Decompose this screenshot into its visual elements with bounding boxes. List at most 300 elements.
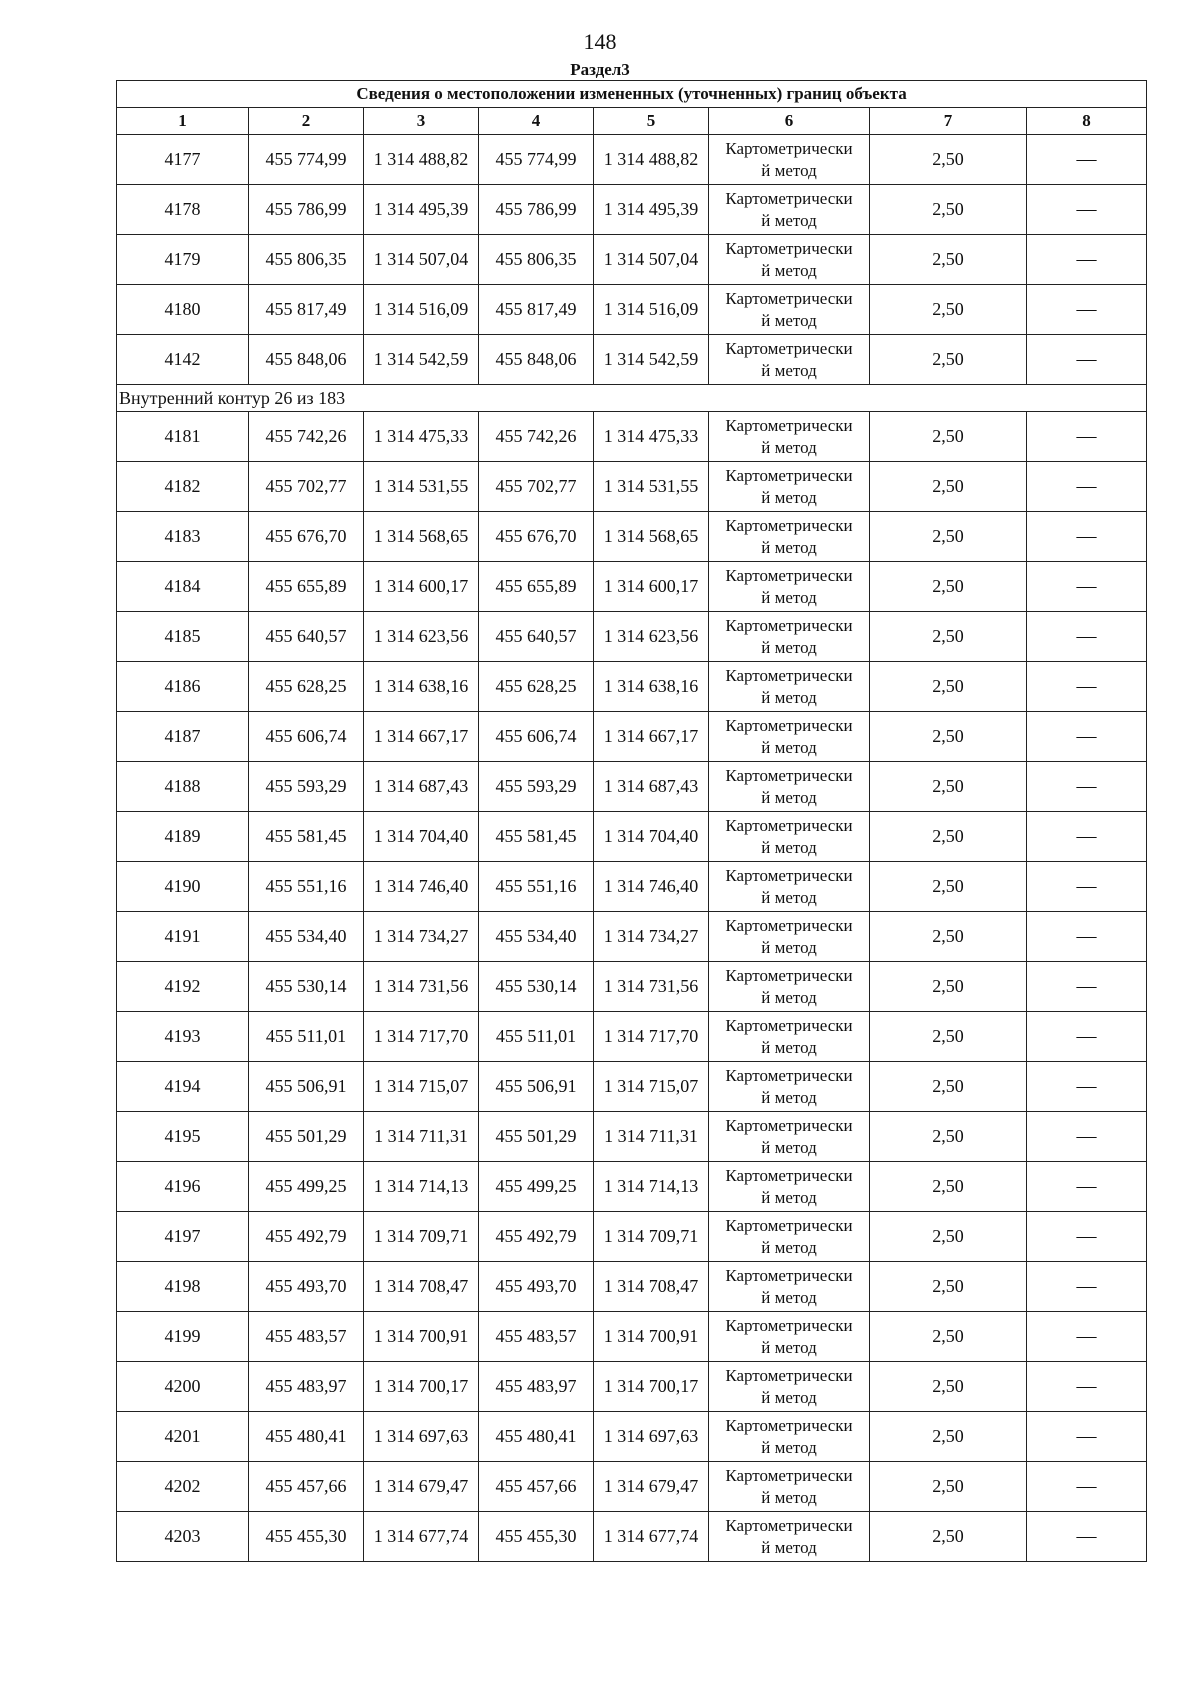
table-row bbox=[117, 712, 1147, 762]
coordinate-cell: 1 314 495,39 bbox=[364, 185, 479, 235]
coordinate-cell: 455 483,57 bbox=[249, 1312, 364, 1362]
coordinate-cell: 455 806,35 bbox=[249, 235, 364, 285]
coordinate-cell: 1 314 711,31 bbox=[594, 1112, 709, 1162]
method-text: Картометрически bbox=[725, 415, 853, 435]
coordinate-cell: 455 511,01 bbox=[479, 1012, 594, 1062]
table-row bbox=[117, 1462, 1147, 1512]
point-number-cell: 4186 bbox=[117, 662, 249, 712]
coordinate-cell: 1 314 516,09 bbox=[364, 285, 479, 335]
coordinate-cell: 455 593,29 bbox=[249, 762, 364, 812]
accuracy-cell: 2,50 bbox=[870, 762, 1027, 812]
method-text: й метод bbox=[761, 1337, 817, 1357]
coordinate-cell: 455 551,16 bbox=[479, 862, 594, 912]
coordinate-cell: 1 314 542,59 bbox=[594, 335, 709, 385]
coordinate-cell: 1 314 731,56 bbox=[364, 962, 479, 1012]
note-cell: — bbox=[1027, 135, 1147, 185]
coordinate-cell: 455 640,57 bbox=[249, 612, 364, 662]
coordinate-cell: 1 314 734,27 bbox=[594, 912, 709, 962]
coordinate-cell: 1 314 677,74 bbox=[594, 1512, 709, 1562]
coordinate-cell: 455 581,45 bbox=[249, 812, 364, 862]
method-text: й метод bbox=[761, 160, 817, 180]
method-text: Картометрически bbox=[725, 1515, 853, 1535]
accuracy-cell: 2,50 bbox=[870, 135, 1027, 185]
coordinate-cell: 1 314 709,71 bbox=[594, 1212, 709, 1262]
coordinate-cell: 1 314 568,65 bbox=[594, 512, 709, 562]
coordinate-cell: 1 314 708,47 bbox=[364, 1262, 479, 1312]
point-number-cell: 4185 bbox=[117, 612, 249, 662]
column-number-cell: 6 bbox=[709, 108, 870, 135]
accuracy-cell: 2,50 bbox=[870, 1362, 1027, 1412]
point-number-cell: 4178 bbox=[117, 185, 249, 235]
note-cell: — bbox=[1027, 462, 1147, 512]
method-text: Картометрически bbox=[725, 1365, 853, 1385]
method-text: й метод bbox=[761, 1187, 817, 1207]
method-text: Картометрически bbox=[725, 815, 853, 835]
accuracy-cell: 2,50 bbox=[870, 512, 1027, 562]
point-number-cell: 4190 bbox=[117, 862, 249, 912]
coordinate-cell: 455 455,30 bbox=[479, 1512, 594, 1562]
method-text: й метод bbox=[761, 687, 817, 707]
coordinate-cell: 1 314 717,70 bbox=[364, 1012, 479, 1062]
table-row bbox=[117, 612, 1147, 662]
method-cell bbox=[709, 1212, 870, 1262]
method-cell bbox=[709, 962, 870, 1012]
note-cell: — bbox=[1027, 512, 1147, 562]
accuracy-cell: 2,50 bbox=[870, 235, 1027, 285]
coordinate-cell: 1 314 531,55 bbox=[364, 462, 479, 512]
accuracy-cell: 2,50 bbox=[870, 412, 1027, 462]
method-cell bbox=[709, 185, 870, 235]
table-row bbox=[117, 185, 1147, 235]
coordinate-cell: 455 606,74 bbox=[479, 712, 594, 762]
table-row bbox=[117, 335, 1147, 385]
method-cell bbox=[709, 512, 870, 562]
method-cell bbox=[709, 1462, 870, 1512]
accuracy-cell: 2,50 bbox=[870, 612, 1027, 662]
point-number-cell: 4191 bbox=[117, 912, 249, 962]
coordinate-cell: 1 314 709,71 bbox=[364, 1212, 479, 1262]
note-cell: — bbox=[1027, 1412, 1147, 1462]
coordinate-cell: 455 499,25 bbox=[249, 1162, 364, 1212]
method-cell bbox=[709, 1362, 870, 1412]
note-cell: — bbox=[1027, 1512, 1147, 1562]
method-text: Картометрически bbox=[725, 1415, 853, 1435]
coordinate-cell: 1 314 700,91 bbox=[594, 1312, 709, 1362]
method-cell bbox=[709, 1062, 870, 1112]
coordinate-cell: 1 314 679,47 bbox=[594, 1462, 709, 1512]
note-cell: — bbox=[1027, 962, 1147, 1012]
accuracy-cell: 2,50 bbox=[870, 462, 1027, 512]
column-number-cell: 7 bbox=[870, 108, 1027, 135]
coordinate-cell: 455 655,89 bbox=[249, 562, 364, 612]
table-row bbox=[117, 1212, 1147, 1262]
method-text: Картометрически bbox=[725, 1065, 853, 1085]
coordinate-cell: 455 457,66 bbox=[249, 1462, 364, 1512]
coordinate-cell: 1 314 679,47 bbox=[364, 1462, 479, 1512]
table-row bbox=[117, 912, 1147, 962]
method-text: Картометрически bbox=[725, 338, 853, 358]
note-cell: — bbox=[1027, 862, 1147, 912]
coordinate-cell: 1 314 714,13 bbox=[594, 1162, 709, 1212]
method-text: й метод bbox=[761, 987, 817, 1007]
table-row bbox=[117, 1412, 1147, 1462]
coordinate-cell: 455 806,35 bbox=[479, 235, 594, 285]
contour-header-row bbox=[117, 385, 1147, 412]
coordinate-cell: 1 314 711,31 bbox=[364, 1112, 479, 1162]
coordinate-cell: 455 493,70 bbox=[479, 1262, 594, 1312]
method-cell bbox=[709, 135, 870, 185]
method-cell bbox=[709, 562, 870, 612]
point-number-cell: 4179 bbox=[117, 235, 249, 285]
coordinate-cell: 455 506,91 bbox=[249, 1062, 364, 1112]
coordinate-cell: 1 314 717,70 bbox=[594, 1012, 709, 1062]
method-text: й метод bbox=[761, 210, 817, 230]
coordinate-cell: 1 314 667,17 bbox=[594, 712, 709, 762]
coordinate-cell: 455 480,41 bbox=[249, 1412, 364, 1462]
point-number-cell: 4195 bbox=[117, 1112, 249, 1162]
method-text: й метод bbox=[761, 1087, 817, 1107]
boundary-coordinates-table bbox=[116, 80, 1147, 1562]
point-number-cell: 4142 bbox=[117, 335, 249, 385]
method-text: й метод bbox=[761, 837, 817, 857]
method-cell bbox=[709, 762, 870, 812]
column-number-cell: 2 bbox=[249, 108, 364, 135]
note-cell: — bbox=[1027, 285, 1147, 335]
coordinate-cell: 455 499,25 bbox=[479, 1162, 594, 1212]
coordinate-cell: 1 314 600,17 bbox=[594, 562, 709, 612]
method-cell bbox=[709, 1112, 870, 1162]
point-number-cell: 4181 bbox=[117, 412, 249, 462]
point-number-cell: 4187 bbox=[117, 712, 249, 762]
table-row bbox=[117, 512, 1147, 562]
coordinate-cell: 455 457,66 bbox=[479, 1462, 594, 1512]
coordinate-cell: 1 314 475,33 bbox=[594, 412, 709, 462]
table-row bbox=[117, 1312, 1147, 1362]
method-text: й метод bbox=[761, 1137, 817, 1157]
method-text: й метод bbox=[761, 360, 817, 380]
point-number-cell: 4198 bbox=[117, 1262, 249, 1312]
accuracy-cell: 2,50 bbox=[870, 1112, 1027, 1162]
method-cell bbox=[709, 862, 870, 912]
coordinate-cell: 455 817,49 bbox=[479, 285, 594, 335]
method-cell bbox=[709, 1012, 870, 1062]
coordinate-cell: 1 314 507,04 bbox=[364, 235, 479, 285]
method-cell bbox=[709, 462, 870, 512]
method-cell bbox=[709, 235, 870, 285]
note-cell: — bbox=[1027, 762, 1147, 812]
method-text: й метод bbox=[761, 1537, 817, 1557]
note-cell: — bbox=[1027, 912, 1147, 962]
coordinate-cell: 455 606,74 bbox=[249, 712, 364, 762]
method-cell bbox=[709, 1312, 870, 1362]
point-number-cell: 4189 bbox=[117, 812, 249, 862]
coordinate-cell: 1 314 746,40 bbox=[594, 862, 709, 912]
point-number-cell: 4201 bbox=[117, 1412, 249, 1462]
table-row bbox=[117, 562, 1147, 612]
accuracy-cell: 2,50 bbox=[870, 1462, 1027, 1512]
coordinate-cell: 455 511,01 bbox=[249, 1012, 364, 1062]
coordinate-cell: 455 628,25 bbox=[249, 662, 364, 712]
method-text: Картометрически bbox=[725, 665, 853, 685]
table-row bbox=[117, 662, 1147, 712]
accuracy-cell: 2,50 bbox=[870, 1062, 1027, 1112]
accuracy-cell: 2,50 bbox=[870, 712, 1027, 762]
table-row bbox=[117, 1062, 1147, 1112]
method-cell bbox=[709, 335, 870, 385]
table-row bbox=[117, 285, 1147, 335]
method-cell bbox=[709, 812, 870, 862]
method-text: й метод bbox=[761, 737, 817, 757]
coordinate-cell: 1 314 638,16 bbox=[594, 662, 709, 712]
column-number-cell: 5 bbox=[594, 108, 709, 135]
coordinate-cell: 1 314 623,56 bbox=[594, 612, 709, 662]
method-text: Картометрически bbox=[725, 1215, 853, 1235]
coordinate-cell: 1 314 708,47 bbox=[594, 1262, 709, 1312]
method-text: Картометрически bbox=[725, 1315, 853, 1335]
method-text: Картометрически bbox=[725, 1265, 853, 1285]
column-number-cell: 3 bbox=[364, 108, 479, 135]
method-text: Картометрически bbox=[725, 865, 853, 885]
coordinate-cell: 455 534,40 bbox=[479, 912, 594, 962]
coordinate-cell: 1 314 714,13 bbox=[364, 1162, 479, 1212]
column-number-cell: 4 bbox=[479, 108, 594, 135]
note-cell: — bbox=[1027, 1112, 1147, 1162]
note-cell: — bbox=[1027, 1312, 1147, 1362]
coordinate-cell: 1 314 667,17 bbox=[364, 712, 479, 762]
table-caption: Сведения о местоположении измененных (уточненных) границ объекта bbox=[117, 81, 1147, 108]
coordinate-cell: 1 314 475,33 bbox=[364, 412, 479, 462]
method-text: Картометрически bbox=[725, 765, 853, 785]
accuracy-cell: 2,50 bbox=[870, 662, 1027, 712]
coordinate-cell: 1 314 746,40 bbox=[364, 862, 479, 912]
table-row bbox=[117, 1362, 1147, 1412]
accuracy-cell: 2,50 bbox=[870, 1212, 1027, 1262]
method-text: Картометрически bbox=[725, 465, 853, 485]
point-number-cell: 4188 bbox=[117, 762, 249, 812]
method-text: й метод bbox=[761, 1487, 817, 1507]
method-text: й метод bbox=[761, 1237, 817, 1257]
method-text: й метод bbox=[761, 537, 817, 557]
table-row bbox=[117, 235, 1147, 285]
note-cell: — bbox=[1027, 1462, 1147, 1512]
note-cell: — bbox=[1027, 612, 1147, 662]
coordinate-cell: 1 314 704,40 bbox=[594, 812, 709, 862]
coordinate-cell: 1 314 542,59 bbox=[364, 335, 479, 385]
coordinate-cell: 455 676,70 bbox=[249, 512, 364, 562]
note-cell: — bbox=[1027, 1262, 1147, 1312]
method-cell bbox=[709, 612, 870, 662]
coordinate-cell: 455 483,97 bbox=[249, 1362, 364, 1412]
accuracy-cell: 2,50 bbox=[870, 1262, 1027, 1312]
coordinate-cell: 455 530,14 bbox=[249, 962, 364, 1012]
note-cell: — bbox=[1027, 662, 1147, 712]
coordinate-cell: 455 530,14 bbox=[479, 962, 594, 1012]
column-number-cell: 8 bbox=[1027, 108, 1147, 135]
coordinate-cell: 455 501,29 bbox=[479, 1112, 594, 1162]
coordinate-cell: 455 506,91 bbox=[479, 1062, 594, 1112]
point-number-cell: 4194 bbox=[117, 1062, 249, 1112]
coordinate-cell: 455 492,79 bbox=[479, 1212, 594, 1262]
method-text: й метод bbox=[761, 787, 817, 807]
method-cell bbox=[709, 1412, 870, 1462]
table-row bbox=[117, 1162, 1147, 1212]
point-number-cell: 4182 bbox=[117, 462, 249, 512]
coordinate-cell: 1 314 734,27 bbox=[364, 912, 479, 962]
method-text: й метод bbox=[761, 487, 817, 507]
coordinate-cell: 455 676,70 bbox=[479, 512, 594, 562]
coordinate-cell: 455 501,29 bbox=[249, 1112, 364, 1162]
method-cell bbox=[709, 1512, 870, 1562]
column-numbers-row bbox=[117, 108, 1147, 135]
point-number-cell: 4197 bbox=[117, 1212, 249, 1262]
page-number: 148 bbox=[583, 29, 617, 54]
table-caption-row bbox=[117, 81, 1147, 108]
method-text: й метод bbox=[761, 260, 817, 280]
note-cell: — bbox=[1027, 235, 1147, 285]
method-text: Картометрически bbox=[725, 915, 853, 935]
coordinate-cell: 455 817,49 bbox=[249, 285, 364, 335]
coordinate-cell: 455 593,29 bbox=[479, 762, 594, 812]
coordinate-cell: 455 483,97 bbox=[479, 1362, 594, 1412]
method-text: Картометрически bbox=[725, 1115, 853, 1135]
coordinate-cell: 1 314 700,91 bbox=[364, 1312, 479, 1362]
method-text: й метод bbox=[761, 637, 817, 657]
method-cell bbox=[709, 1162, 870, 1212]
point-number-cell: 4192 bbox=[117, 962, 249, 1012]
accuracy-cell: 2,50 bbox=[870, 962, 1027, 1012]
method-text: Картометрически bbox=[725, 515, 853, 535]
coordinate-cell: 455 774,99 bbox=[479, 135, 594, 185]
method-cell bbox=[709, 712, 870, 762]
table-row bbox=[117, 1012, 1147, 1062]
method-cell bbox=[709, 285, 870, 335]
table-row bbox=[117, 135, 1147, 185]
coordinate-cell: 1 314 568,65 bbox=[364, 512, 479, 562]
accuracy-cell: 2,50 bbox=[870, 812, 1027, 862]
coordinate-cell: 455 742,26 bbox=[249, 412, 364, 462]
coordinate-cell: 455 702,77 bbox=[249, 462, 364, 512]
note-cell: — bbox=[1027, 335, 1147, 385]
method-text: й метод bbox=[761, 587, 817, 607]
coordinate-cell: 455 480,41 bbox=[479, 1412, 594, 1462]
table-row bbox=[117, 1512, 1147, 1562]
method-text: Картометрически bbox=[725, 565, 853, 585]
point-number-cell: 4202 bbox=[117, 1462, 249, 1512]
accuracy-cell: 2,50 bbox=[870, 1412, 1027, 1462]
accuracy-cell: 2,50 bbox=[870, 1312, 1027, 1362]
coordinate-cell: 1 314 488,82 bbox=[594, 135, 709, 185]
coordinate-cell: 455 492,79 bbox=[249, 1212, 364, 1262]
note-cell: — bbox=[1027, 562, 1147, 612]
accuracy-cell: 2,50 bbox=[870, 912, 1027, 962]
table-row bbox=[117, 762, 1147, 812]
coordinate-cell: 455 581,45 bbox=[479, 812, 594, 862]
coordinate-cell: 1 314 700,17 bbox=[364, 1362, 479, 1412]
method-text: й метод bbox=[761, 1287, 817, 1307]
coordinate-cell: 455 534,40 bbox=[249, 912, 364, 962]
coordinate-cell: 1 314 531,55 bbox=[594, 462, 709, 512]
coordinate-cell: 1 314 704,40 bbox=[364, 812, 479, 862]
coordinate-cell: 1 314 507,04 bbox=[594, 235, 709, 285]
note-cell: — bbox=[1027, 812, 1147, 862]
method-text: Картометрически bbox=[725, 288, 853, 308]
point-number-cell: 4180 bbox=[117, 285, 249, 335]
coordinate-cell: 1 314 495,39 bbox=[594, 185, 709, 235]
coordinate-cell: 1 314 715,07 bbox=[594, 1062, 709, 1112]
coordinate-cell: 1 314 700,17 bbox=[594, 1362, 709, 1412]
accuracy-cell: 2,50 bbox=[870, 562, 1027, 612]
method-text: й метод bbox=[761, 1037, 817, 1057]
method-cell bbox=[709, 412, 870, 462]
note-cell: — bbox=[1027, 1162, 1147, 1212]
coordinate-cell: 455 786,99 bbox=[479, 185, 594, 235]
method-text: й метод bbox=[761, 1387, 817, 1407]
coordinate-cell: 1 314 697,63 bbox=[594, 1412, 709, 1462]
accuracy-cell: 2,50 bbox=[870, 862, 1027, 912]
coordinate-cell: 455 455,30 bbox=[249, 1512, 364, 1562]
note-cell: — bbox=[1027, 1012, 1147, 1062]
coordinate-cell: 1 314 687,43 bbox=[594, 762, 709, 812]
method-text: й метод bbox=[761, 437, 817, 457]
point-number-cell: 4203 bbox=[117, 1512, 249, 1562]
accuracy-cell: 2,50 bbox=[870, 1162, 1027, 1212]
method-text: Картометрически bbox=[725, 615, 853, 635]
column-number-cell: 1 bbox=[117, 108, 249, 135]
note-cell: — bbox=[1027, 412, 1147, 462]
method-cell bbox=[709, 912, 870, 962]
coordinate-cell: 1 314 488,82 bbox=[364, 135, 479, 185]
coordinate-cell: 1 314 516,09 bbox=[594, 285, 709, 335]
method-text: Картометрически bbox=[725, 1465, 853, 1485]
note-cell: — bbox=[1027, 1212, 1147, 1262]
coordinate-cell: 455 774,99 bbox=[249, 135, 364, 185]
method-text: Картометрически bbox=[725, 1165, 853, 1185]
coordinate-cell: 455 848,06 bbox=[249, 335, 364, 385]
section-title: Раздел3 bbox=[570, 60, 630, 79]
accuracy-cell: 2,50 bbox=[870, 185, 1027, 235]
table-row bbox=[117, 962, 1147, 1012]
accuracy-cell: 2,50 bbox=[870, 1012, 1027, 1062]
coordinate-cell: 1 314 677,74 bbox=[364, 1512, 479, 1562]
method-text: Картометрически bbox=[725, 965, 853, 985]
table-row bbox=[117, 412, 1147, 462]
note-cell: — bbox=[1027, 185, 1147, 235]
table-body bbox=[117, 81, 1147, 1562]
method-text: й метод bbox=[761, 887, 817, 907]
note-cell: — bbox=[1027, 1362, 1147, 1412]
coordinate-cell: 1 314 623,56 bbox=[364, 612, 479, 662]
method-text: й метод bbox=[761, 1437, 817, 1457]
coordinate-cell: 455 640,57 bbox=[479, 612, 594, 662]
method-text: Картометрически bbox=[725, 715, 853, 735]
coordinate-cell: 1 314 731,56 bbox=[594, 962, 709, 1012]
point-number-cell: 4183 bbox=[117, 512, 249, 562]
coordinate-cell: 1 314 697,63 bbox=[364, 1412, 479, 1462]
coordinate-cell: 455 848,06 bbox=[479, 335, 594, 385]
point-number-cell: 4200 bbox=[117, 1362, 249, 1412]
table-row bbox=[117, 812, 1147, 862]
coordinate-cell: 455 493,70 bbox=[249, 1262, 364, 1312]
point-number-cell: 4199 bbox=[117, 1312, 249, 1362]
note-cell: — bbox=[1027, 712, 1147, 762]
coordinate-cell: 455 483,57 bbox=[479, 1312, 594, 1362]
method-text: Картометрически bbox=[725, 188, 853, 208]
table-row bbox=[117, 462, 1147, 512]
point-number-cell: 4196 bbox=[117, 1162, 249, 1212]
coordinate-cell: 1 314 687,43 bbox=[364, 762, 479, 812]
coordinate-cell: 1 314 600,17 bbox=[364, 562, 479, 612]
accuracy-cell: 2,50 bbox=[870, 1512, 1027, 1562]
